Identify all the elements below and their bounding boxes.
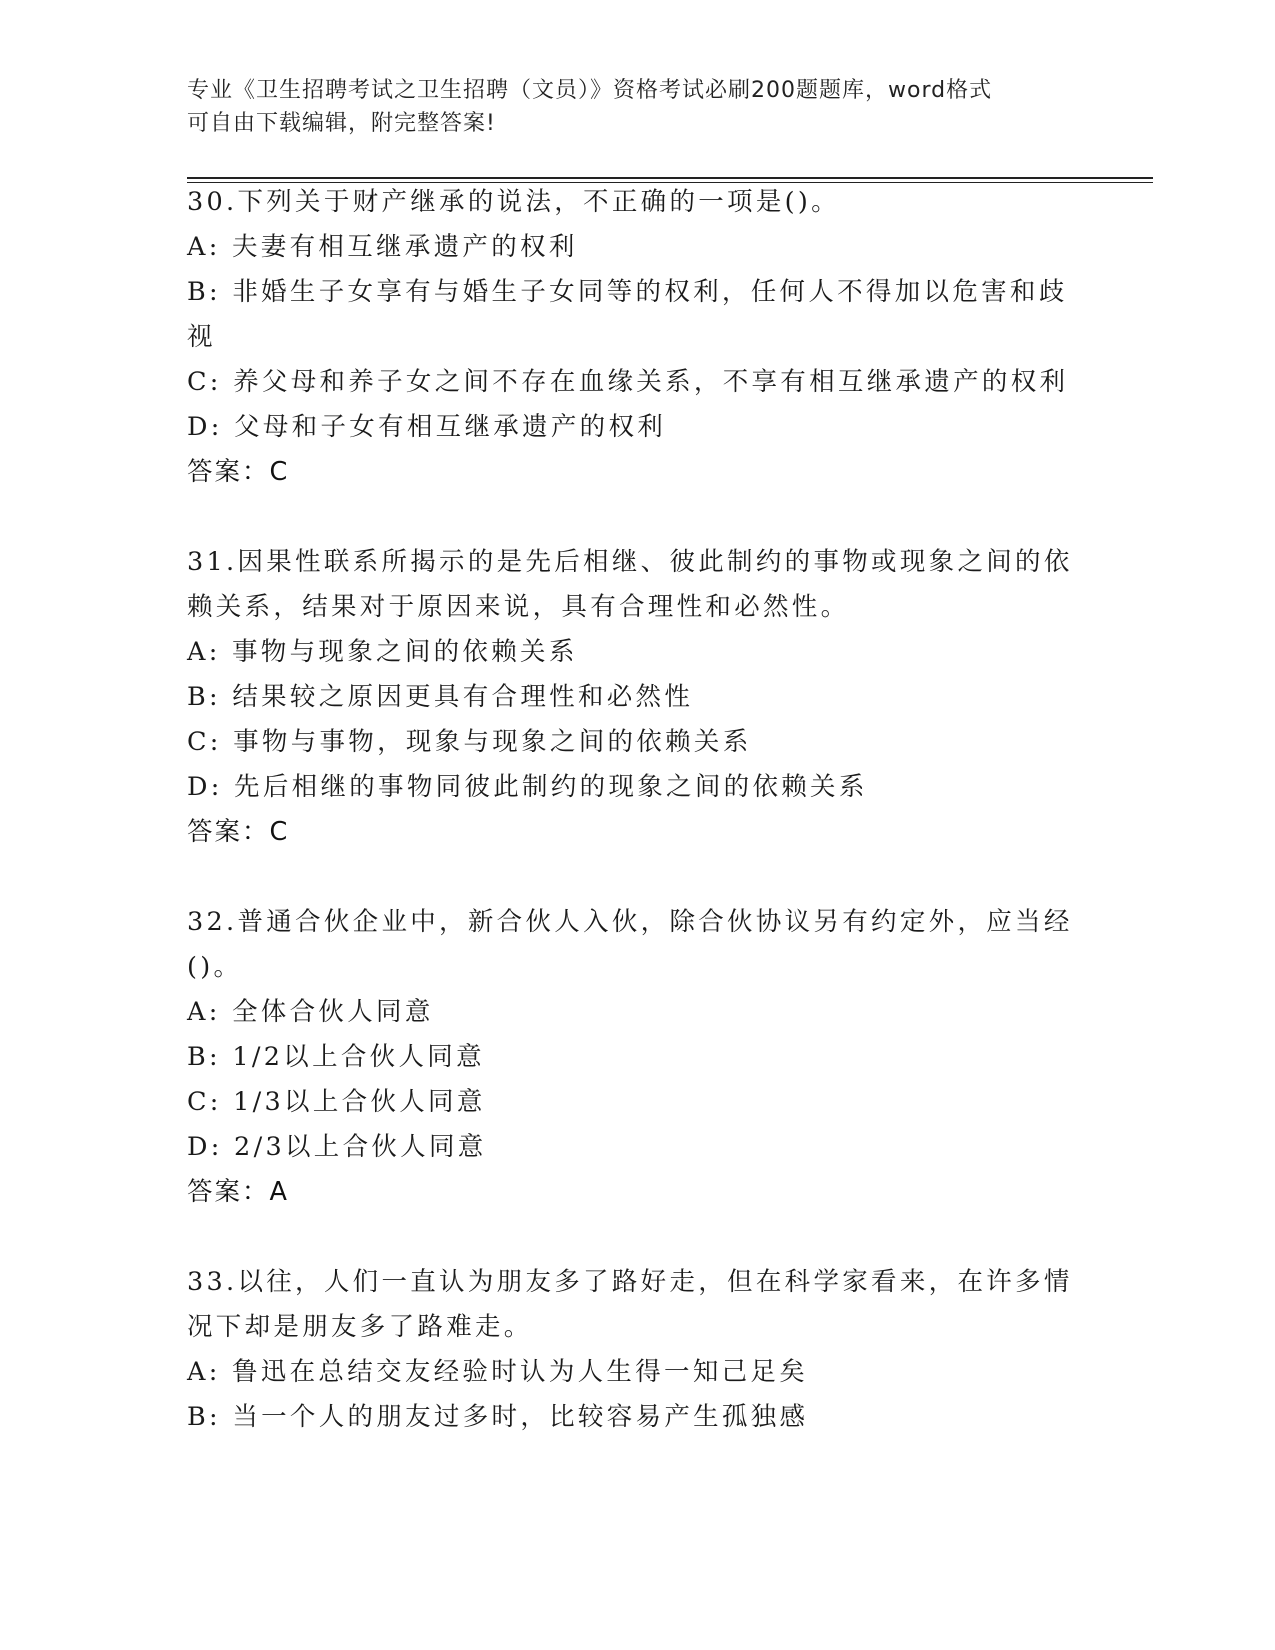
option-c: C: 1/3以上合伙人同意 xyxy=(187,1087,486,1117)
option-b: B: 结果较之原因更具有合理性和必然性 xyxy=(187,682,694,712)
option-b: B: 1/2以上合伙人同意 xyxy=(187,1042,485,1072)
option-c: C: 养父母和养子女之间不存在血缘关系，不享有相互继承遗产的权利 xyxy=(187,367,1069,397)
question-33 xyxy=(187,1260,1077,1440)
question-stem: 32.普通合伙企业中，新合伙人入伙，除合伙协议另有约定外，应当经 xyxy=(187,907,1073,937)
answer: 答案：C xyxy=(187,817,290,847)
header-line-2: 可自由下载编辑，附完整答案! xyxy=(187,111,496,136)
question-stem: 30.下列关于财产继承的说法，不正确的一项是()。 xyxy=(187,187,840,217)
option-a: A: 事物与现象之间的依赖关系 xyxy=(187,637,578,667)
question-30 xyxy=(187,180,1077,495)
question-stem: 33.以往，人们一直认为朋友多了路好走，但在科学家看来，在许多情 xyxy=(187,1267,1073,1297)
answer: 答案：C xyxy=(187,457,290,487)
option-b-continued: 视 xyxy=(187,322,216,352)
option-a: A: 鲁迅在总结交友经验时认为人生得一知己足矣 xyxy=(187,1357,809,1387)
option-b: B: 非婚生子女享有与婚生子女同等的权利，任何人不得加以危害和歧 xyxy=(187,277,1068,307)
header-divider xyxy=(187,177,1153,179)
question-32 xyxy=(187,900,1077,1215)
answer: 答案：A xyxy=(187,1177,289,1207)
header-line-1: 专业《卫生招聘考试之卫生招聘（文员）》资格考试必刷200题题库，word格式 xyxy=(187,78,993,103)
option-d: D: 父母和子女有相互继承遗产的权利 xyxy=(187,412,667,442)
question-31 xyxy=(187,540,1077,855)
option-a: A: 全体合伙人同意 xyxy=(187,997,434,1027)
option-a: A: 夫妻有相互继承遗产的权利 xyxy=(187,232,578,262)
question-stem-continued: 赖关系，结果对于原因来说，具有合理性和必然性。 xyxy=(187,592,850,622)
option-d: D: 先后相继的事物同彼此制约的现象之间的依赖关系 xyxy=(187,772,868,802)
option-d: D: 2/3以上合伙人同意 xyxy=(187,1132,487,1162)
question-stem-continued: ()。 xyxy=(187,952,243,982)
option-c: C: 事物与事物，现象与现象之间的依赖关系 xyxy=(187,727,752,757)
document-header xyxy=(187,74,1067,140)
question-stem: 31.因果性联系所揭示的是先后相继、彼此制约的事物或现象之间的依 xyxy=(187,547,1073,577)
option-b: B: 当一个人的朋友过多时，比较容易产生孤独感 xyxy=(187,1402,809,1432)
question-stem-continued: 况下却是朋友多了路难走。 xyxy=(187,1312,533,1342)
